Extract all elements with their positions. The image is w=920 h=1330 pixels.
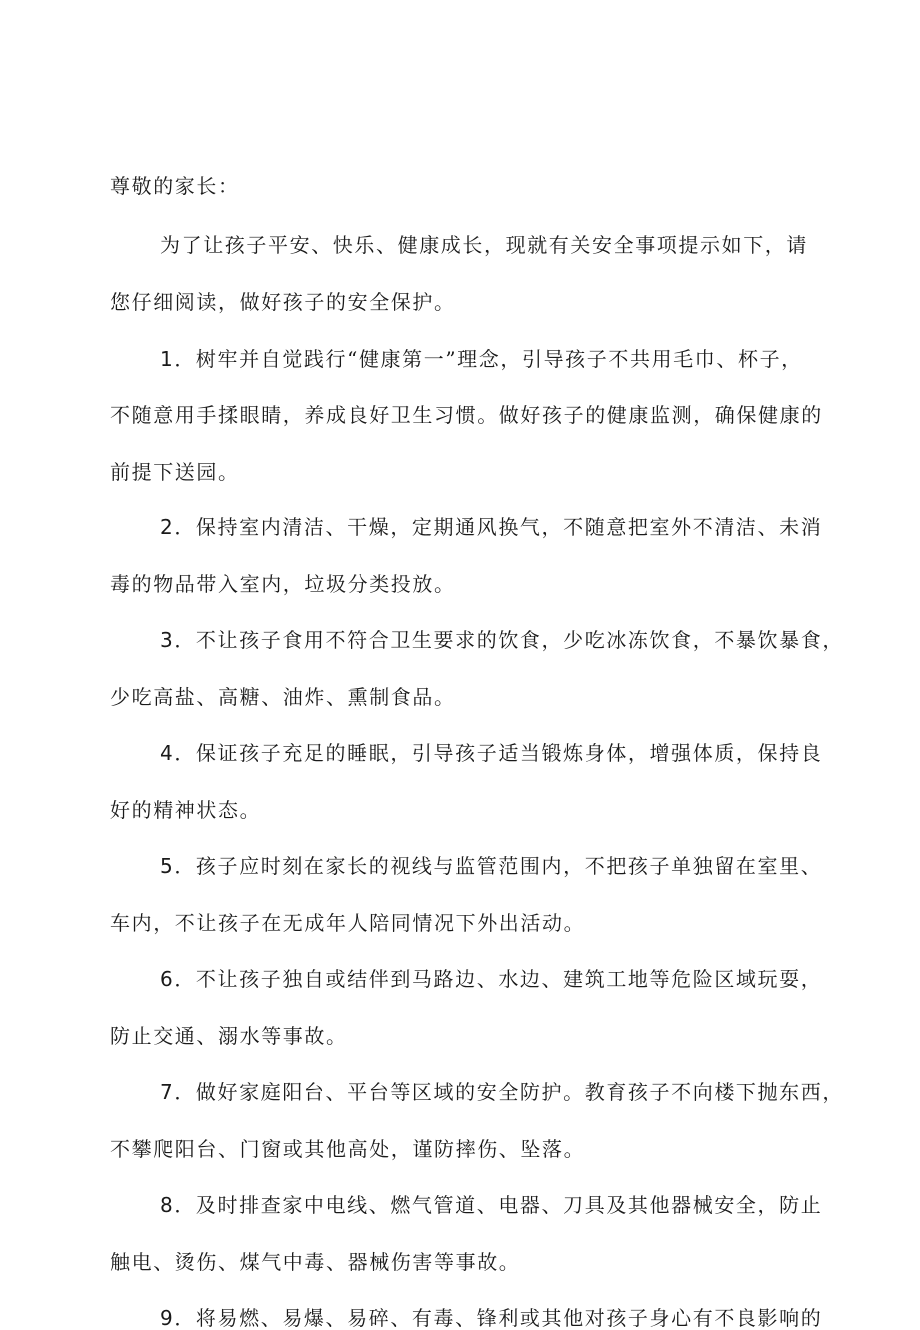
item-6-line-2: 防止交通、溺水等事故。 [110,1024,348,1048]
item-number: 5 [160,854,175,878]
item-number: 7 [160,1080,175,1104]
item-5-line-2: 车内，不让孩子在无成年人陪同情况下外出活动。 [110,911,586,935]
intro-line-1: 为了让孩子平安、快乐、健康成长，现就有关安全事项提示如下，请 [160,233,808,257]
item-2-line-2: 毒的物品带入室内，垃圾分类投放。 [110,572,456,596]
item-number: 8 [160,1193,175,1217]
item-5-line-1: 5．孩子应时刻在家长的视线与监管范围内，不把孩子单独留在室里、 [160,854,823,878]
item-number: 2 [160,515,175,539]
item-number: 1 [160,347,175,371]
item-1-line-1: 1．树牢并自觉践行“健康第一”理念，引导孩子不共用毛巾、杯子， [160,347,803,371]
item-1-line-2: 不随意用手揉眼睛，养成良好卫生习惯。做好孩子的健康监测，确保健康的 [110,403,823,427]
item-6-line-1: 6．不让孩子独自或结伴到马路边、水边、建筑工地等危险区域玩耍， [160,967,823,991]
item-2-line-1: 2．保持室内清洁、干燥，定期通风换气，不随意把室外不清洁、未消 [160,515,823,539]
item-8-line-2: 触电、烫伤、煤气中毒、器械伤害等事故。 [110,1250,521,1274]
item-number: 9 [160,1306,175,1330]
item-number: 6 [160,967,175,991]
item-number: 3 [160,628,175,652]
item-1-line-3: 前提下送园。 [110,460,240,484]
intro-line-2: 您仔细阅读，做好孩子的安全保护。 [110,290,456,314]
salutation: 尊敬的家长： [110,174,240,198]
item-8-line-1: 8．及时排查家中电线、燃气管道、电器、刀具及其他器械安全，防止 [160,1193,823,1217]
item-number: 4 [160,741,175,765]
item-7-line-2: 不攀爬阳台、门窗或其他高处，谨防摔伤、坠落。 [110,1137,586,1161]
item-3-line-2: 少吃高盐、高糖、油炸、熏制食品。 [110,685,456,709]
item-4-line-2: 好的精神状态。 [110,798,262,822]
item-7-line-1: 7．做好家庭阳台、平台等区域的安全防护。教育孩子不向楼下抛东西， [160,1080,844,1104]
item-9-line-1: 9．将易燃、易爆、易碎、有毒、锋利或其他对孩子身心有不良影响的 [160,1306,823,1330]
item-3-line-1: 3．不让孩子食用不符合卫生要求的饮食，少吃冰冻饮食，不暴饮暴食， [160,628,844,652]
item-4-line-1: 4．保证孩子充足的睡眠，引导孩子适当锻炼身体，增强体质，保持良 [160,741,823,765]
